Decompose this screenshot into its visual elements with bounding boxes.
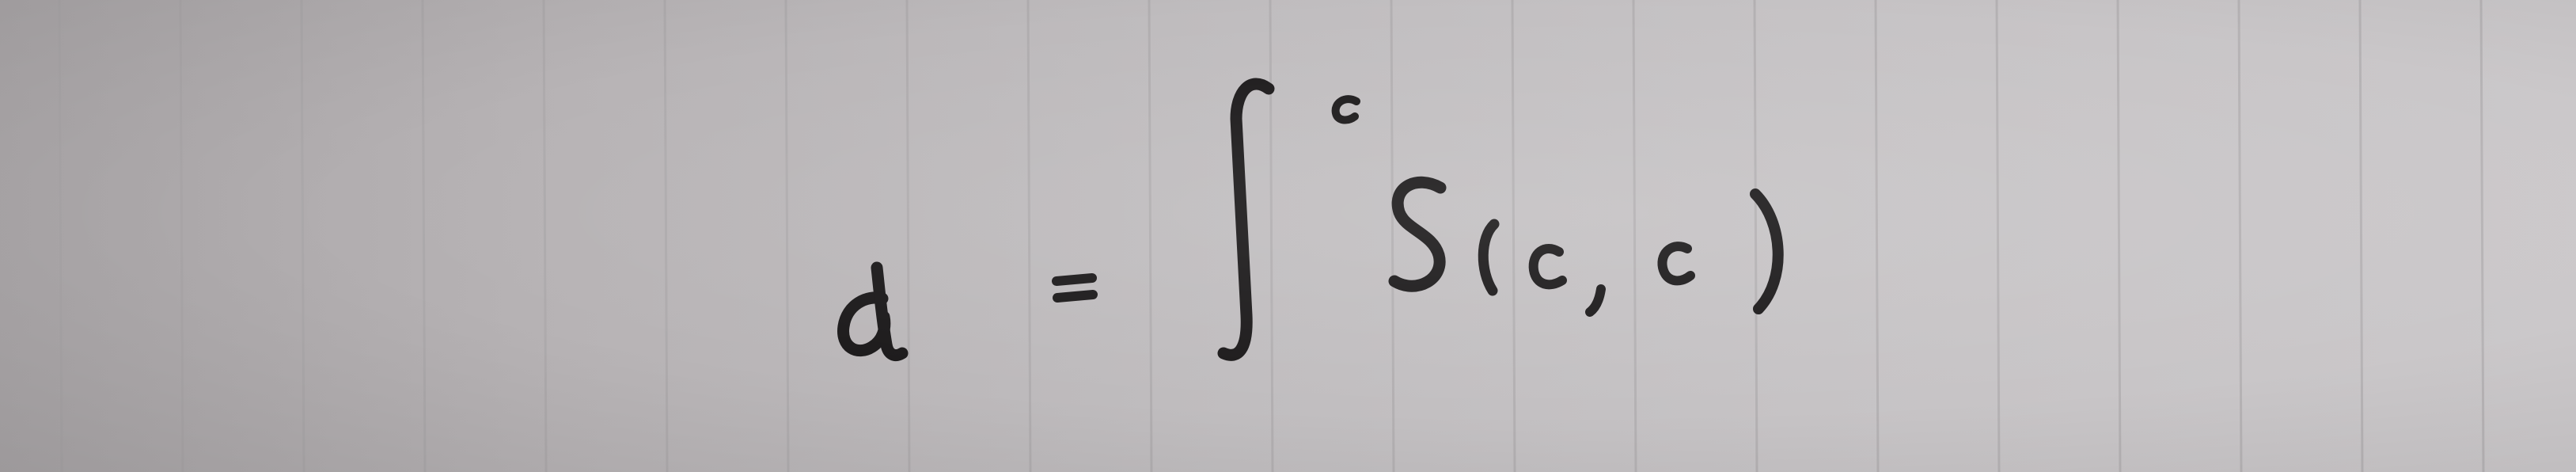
letter-c-first	[1534, 249, 1562, 284]
upper-limit-c	[1336, 99, 1356, 120]
integral-sign	[1224, 84, 1269, 355]
right-parenthesis	[1755, 194, 1778, 309]
letter-c-second	[1662, 246, 1690, 280]
equation-text	[0, 443, 8, 444]
left-parenthesis	[1483, 224, 1494, 291]
equals-sign	[1057, 278, 1093, 298]
comma	[1590, 289, 1601, 312]
letter-S	[1394, 182, 1440, 286]
letter-d	[844, 268, 902, 356]
